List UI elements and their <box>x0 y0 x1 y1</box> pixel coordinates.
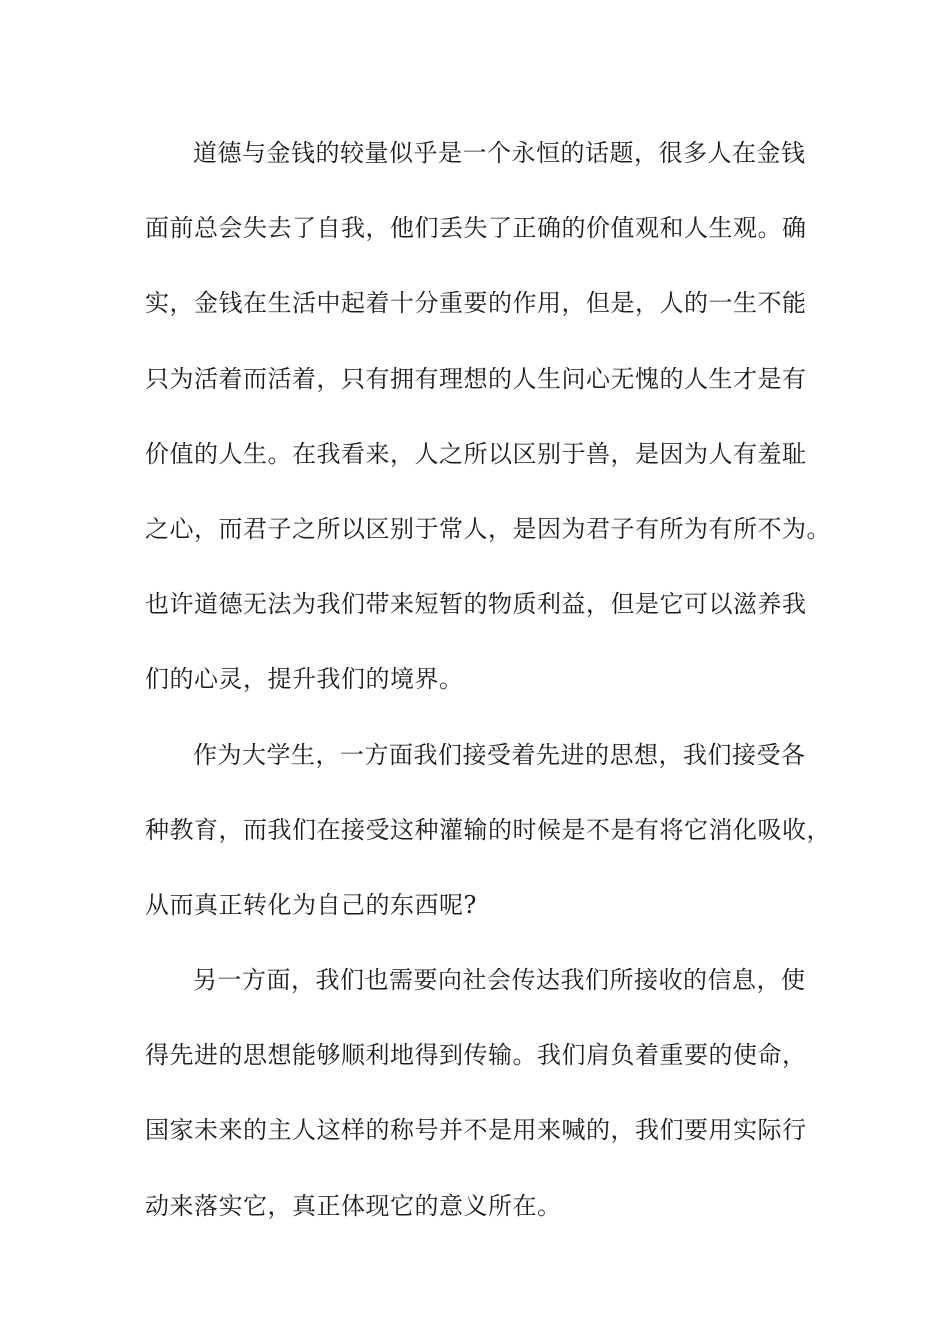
text-line: 之心，而君子之所以区别于常人，是因为君子有所为有所不为。 <box>145 514 831 543</box>
text-line: 也许道德无法为我们带来短暂的物质利益，但是它可以滋养我 <box>145 590 807 619</box>
text-line: 从而真正转化为自己的东西呢? <box>145 890 477 919</box>
text-line: 另一方面，我们也需要向社会传达我们所接收的信息，使 <box>193 966 806 995</box>
text-line: 价值的人生。在我看来，人之所以区别于兽，是因为人有羞耻 <box>145 439 807 468</box>
text-line: 种教育，而我们在接受这种灌输的时候是不是有将它消化吸收， <box>145 815 831 844</box>
text-line: 们的心灵，提升我们的境界。 <box>145 665 464 694</box>
text-line: 动来落实它，真正体现它的意义所在。 <box>145 1191 562 1220</box>
text-line: 道德与金钱的较量似乎是一个永恒的话题，很多人在金钱 <box>193 139 806 167</box>
document-body <box>145 129 831 1257</box>
text-line: 实，金钱在生活中起着十分重要的作用，但是，人的一生不能 <box>145 289 807 318</box>
text-line: 只为活着而活着，只有拥有理想的人生问心无愧的人生才是有 <box>145 364 807 393</box>
text-line: 国家未来的主人这样的称号并不是用来喊的，我们要用实际行 <box>145 1116 807 1145</box>
text-line: 面前总会失去了自我，他们丢失了正确的价值观和人生观。确 <box>145 214 807 243</box>
text-line: 得先进的思想能够顺利地得到传输。我们肩负着重要的使命， <box>145 1041 807 1070</box>
text-line: 作为大学生，一方面我们接受着先进的思想，我们接受各 <box>193 740 806 769</box>
